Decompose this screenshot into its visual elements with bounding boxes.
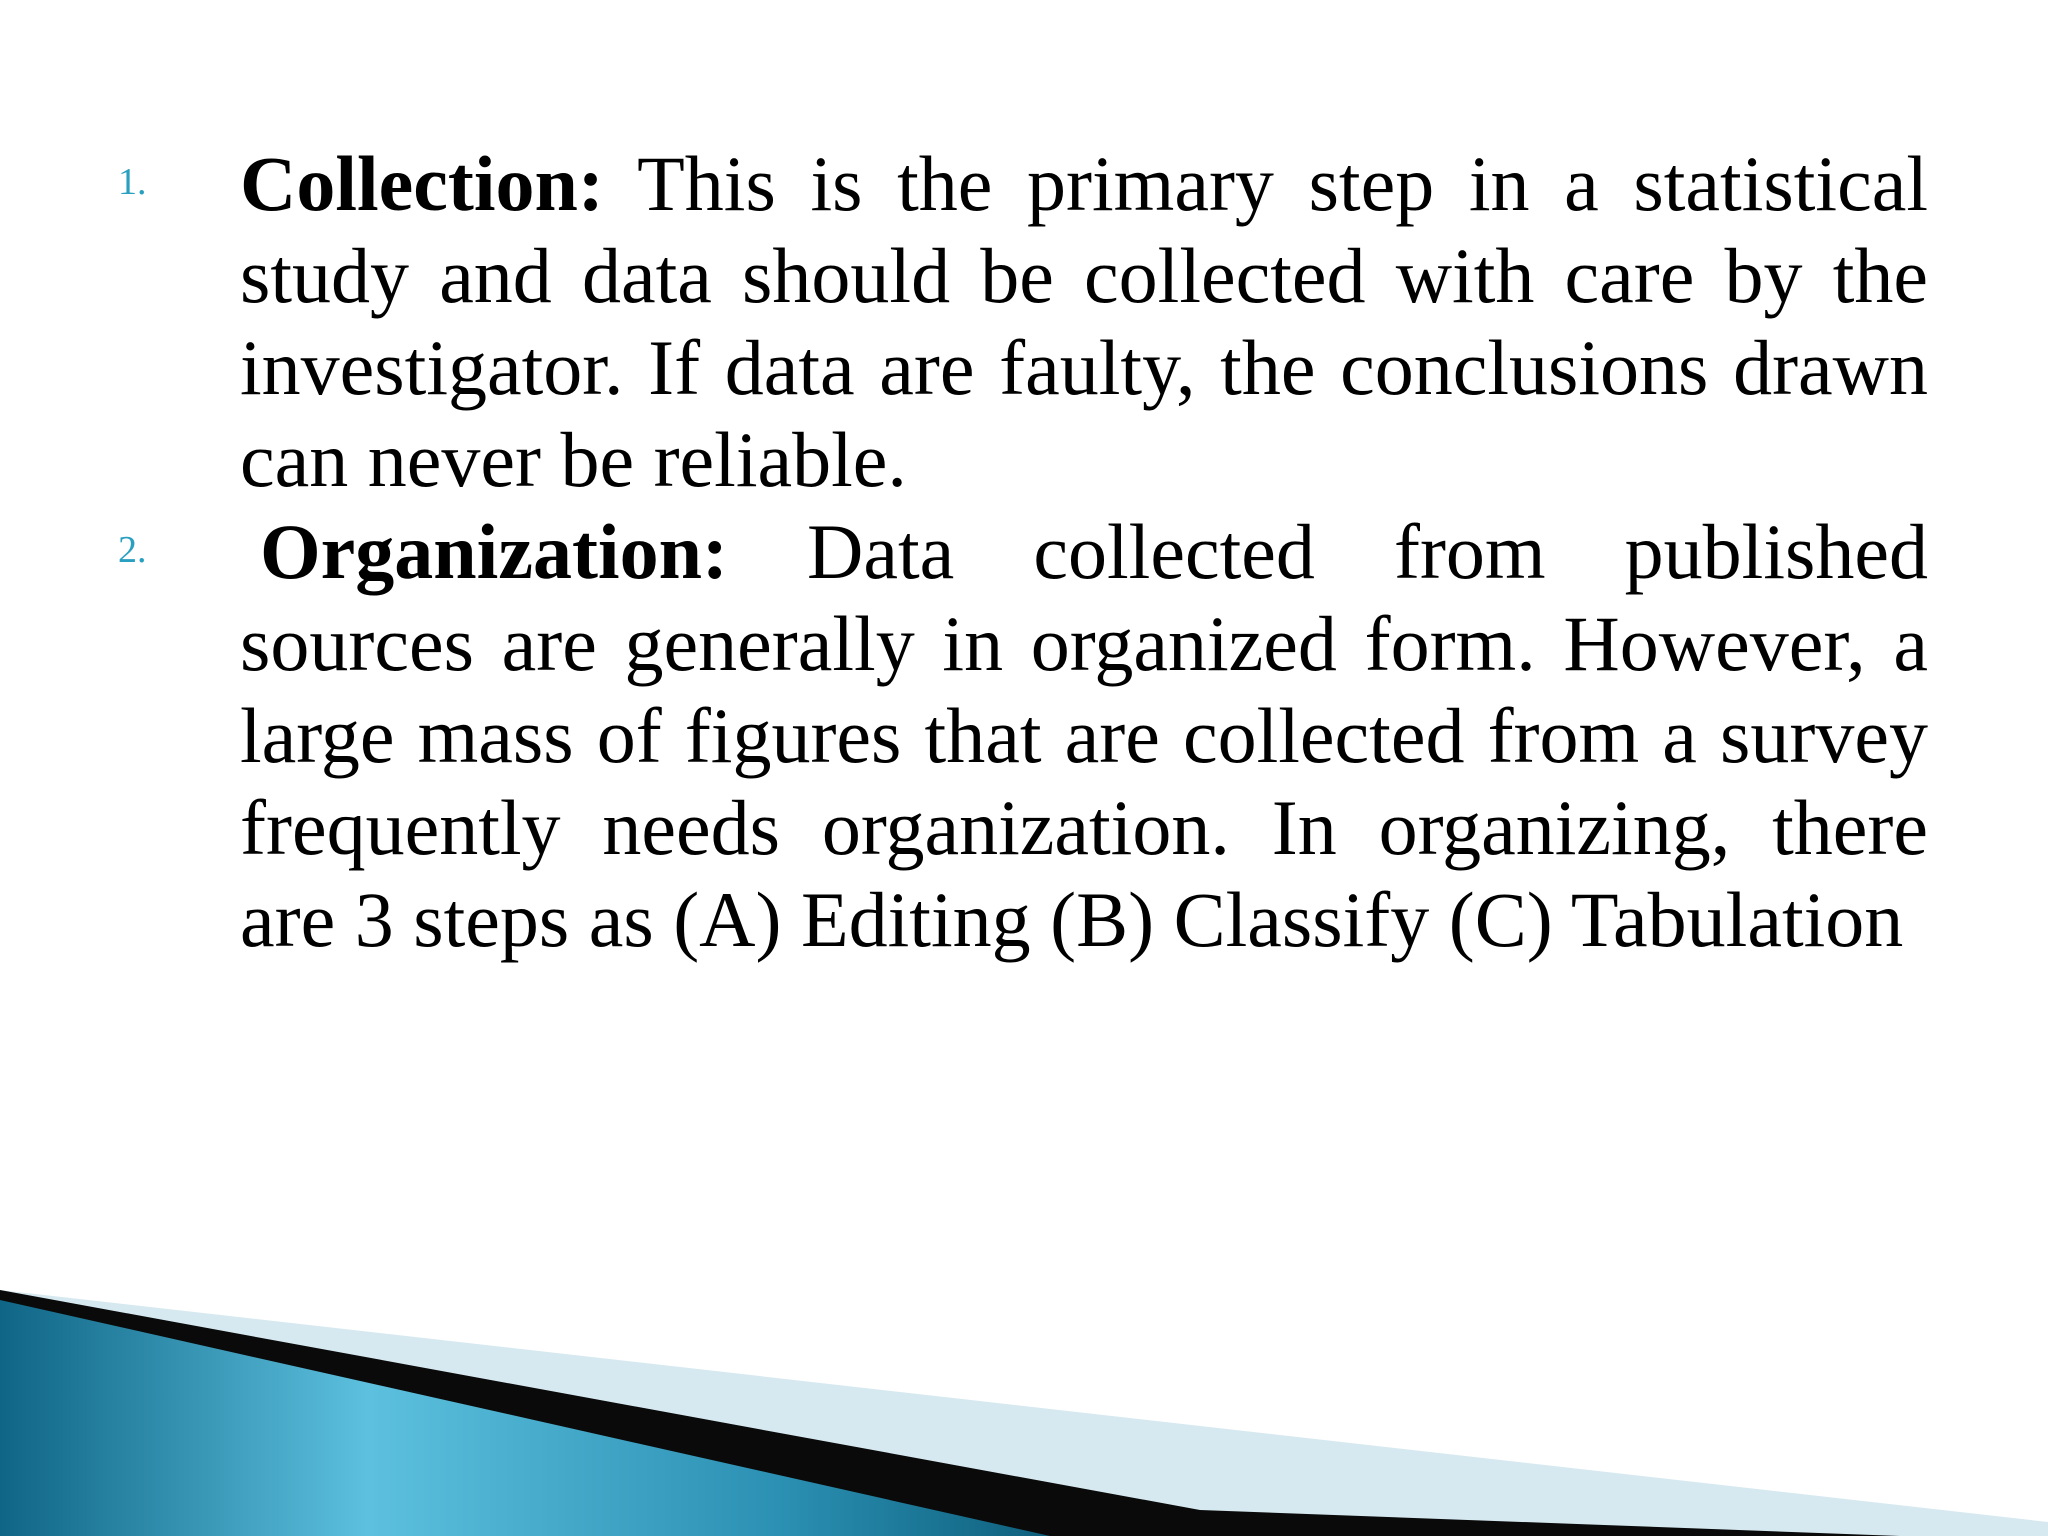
list-item-text: [240, 506, 1928, 966]
list-number: 2.: [118, 529, 147, 571]
description-collection: This is the primary step in a statistical study and data should be collected with care by the investigator. If data are faulty, the conclusions drawn can never be reliable.: [240, 140, 1928, 503]
decorative-swoosh: [0, 1290, 2048, 1536]
term-organization: Organization:: [260, 508, 728, 595]
term-collection: Collection:: [240, 140, 604, 227]
list-item-organization: [118, 506, 1928, 966]
slide-content: [118, 138, 1928, 966]
list-item-text: [240, 138, 1928, 506]
description-organization: Data collected from published sources are generally in organized form. However, a large mass of figures that are collected from a survey frequently needs organization. In organizing, there are 3 steps as (A) Editing (B) Classify (C) Tabulation: [240, 508, 1928, 963]
list-number: 1.: [118, 161, 147, 203]
list-item-collection: [118, 138, 1928, 506]
